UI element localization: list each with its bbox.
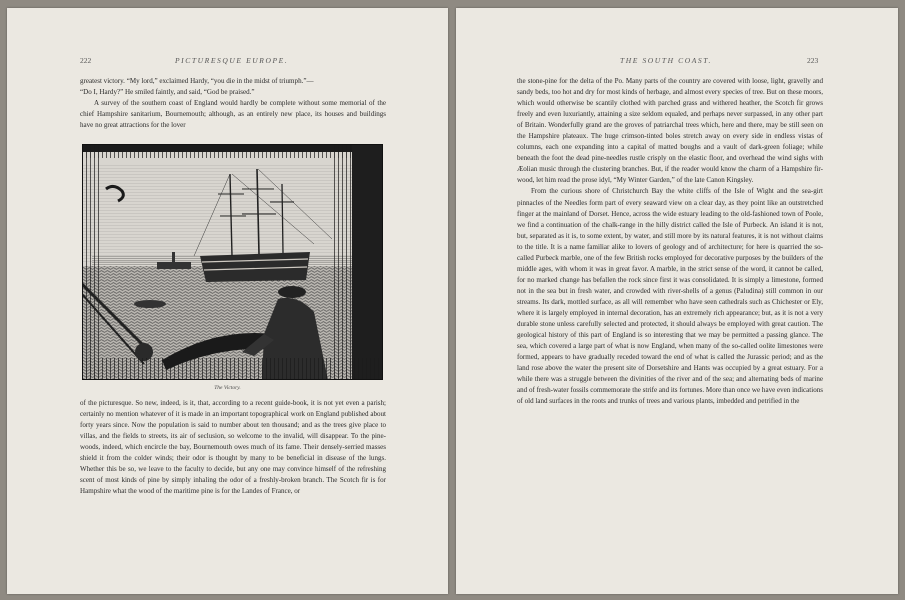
left-page xyxy=(7,8,448,594)
paragraph: the stone-pine for the delta of the Po. Many parts of the country are covered with loose, light, gravelly and sandy beds, too hot and dry for most kinds of herbage, and almost every species of tree. But on these moors, which would otherwise be scantily clothed with parched grass and withered heather, the Scotch fir grows freely and even luxuriantly, attaining a size seldom equaled, and perhaps never surpassed, in any other part of Britain. Wonderfully grand are the groves of patriarchal trees which, here and there, may be still seen on the Hampshire plateaux. The huge crimson-tinted boles stretch away on every side in endless vistas of columns, each one expanding into a capital of matted boughs and a vault of dark-green foliage; while beneath the foot the dead pine-needles rustle crisply on the elastic floor, and overhead the wind sighs with Æolian music through the clustering branches. But, if the reader would know the charm of a Hampshire fir-wood, let him read the prose idyl, “My Winter Garden,” of the late Canon Kingsley. xyxy=(517,77,823,185)
right-page xyxy=(456,8,898,594)
figure-caption: The Victory. xyxy=(214,385,241,391)
paragraph: From the curious shore of Christchurch Bay the white cliffs of the Isle of Wight and the sea-girt pinnacles of the Needles form part of every seaward view on a clear day, as they point like an outstretched finger at the mainland of Dorset. Hence, across the wide estuary leading to the old-fashioned town of Poole, we find a continuation of the chalk-range in the hilly district called the Isle of Purbeck. An island it is not, but, separated as it is, to some extent, by water, and still more by its natural features, it is not without claims to the title. It is a name familiar alike to lovers of geology and of architecture; for here is quarried the so-called Purbeck marble, one of the few British rocks employed for decorative purposes by the builders of the middle ages, with whom it was in great favor. A marble, in the strict sense of the word, it cannot be called, for no marked change has befallen the rock since first it was consolidated. It is simply a limestone, formed not in the sea but in fresh water, and crowded with river-shells of a genus (Paludina) still common in our streams. Its dark, mottled surface, as all will remember who have seen cathedrals such as Chichester or Ely, where it is largely employed in internal decoration, has an extremely rich appearance; but, as it is not a very durable stone unless carefully selected and protected, it should always be employed with great caution. The geological history of this part of England is so interesting that we may be permitted a passing glance. The sea, which covered a large part of what is now England, when many of the so-called oolite limestones were formed, appears to have gradually receded toward the end of what is called the Jurassic period; and as the land rose above the water the present site of Dorsetshire and Hants was occupied by a great estuary. For a while there was a struggle between the divinities of the river and of the sea; and alternating beds of marine and of fresh-water fossils commemorate the strife and its fortunes. More than once we have even indications of old land surfaces in the roots and trunks of trees and various plants, imbedded and petrified in the xyxy=(517,187,823,406)
running-head: THE SOUTH COAST. xyxy=(620,56,712,65)
engraving-the-victory xyxy=(82,144,383,380)
page-number: 223 xyxy=(807,56,819,65)
top-text xyxy=(80,76,386,131)
text-line: “Do I, Hardy?” He smiled faintly, and said, “God be praised.” xyxy=(80,88,255,97)
paragraph: of the picturesque. So new, indeed, is it, that, according to a recent guide-book, it is not yet even a parish; certainly no mention whatever of it is made in an important topographical work on England published about forty years since. Now the population is said to number about ten thousand; and as the trees give place to villas, and the fields to streets, its air of seclusion, so welcome to the invalid, will disappear. To the pine-woods, indeed, which encircle the bay, Bournemouth owes much of its fame. Their densely-serried masses shield it from the colder winds; their odor is thought by many to be beneficial in disease of the lungs. Whether this be so, we leave to the faculty to decide, but any one may convince himself of the refreshing scent of most kinds of pine by simply inhaling the odor of a freshly-broken branch. The Scotch fir is for Hampshire what the wood of the maritime pine is for the Landes of France, or xyxy=(80,399,386,496)
running-head: PICTURESQUE EUROPE. xyxy=(175,56,289,65)
bottom-text xyxy=(80,398,386,497)
page-number: 222 xyxy=(80,56,92,65)
body-text xyxy=(517,76,823,407)
text-line: greatest victory. “My lord,” exclaimed Hardy, “you die in the midst of triumph.”— xyxy=(80,77,314,85)
paragraph: A survey of the southern coast of England would hardly be complete without some memorial of the chief Hampshire sanitarium, Bournemouth; although, as an entirely new place, its houses and buildings have no great attractions for the lover xyxy=(80,99,386,130)
